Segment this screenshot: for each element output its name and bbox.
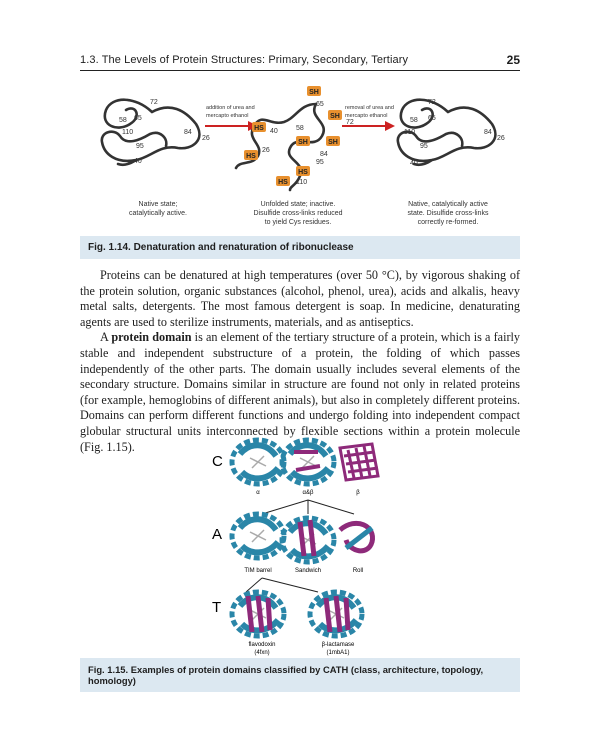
figure-1-15-caption: Fig. 1.15. Examples of protein domains classified by CATH (class, architecture, topology, homology)	[80, 658, 520, 692]
native-left-desc: catalytically active.	[129, 210, 187, 217]
running-title: 1.3. The Levels of Protein Structures: Primary, Secondary, Tertiary	[80, 54, 409, 66]
topo-label: (4fxn)	[254, 650, 270, 656]
left-num: 84	[184, 129, 192, 136]
mid-num: 95	[316, 159, 324, 166]
class-label: α	[256, 490, 260, 496]
left-num: 40	[134, 158, 142, 165]
right-num: 84	[484, 129, 492, 136]
hierarchy-arrows	[246, 500, 354, 592]
arch-label: Roll	[352, 568, 364, 574]
left-num: 72	[150, 99, 158, 106]
topo-label: β-lactamase	[321, 642, 355, 648]
row-label-a: A	[212, 526, 223, 543]
right-num: 40	[410, 160, 418, 167]
left-num: 58	[119, 117, 127, 124]
arch-label: Sandwich	[294, 568, 322, 574]
arch-label: TIM barrel	[244, 568, 272, 574]
paragraph-denaturation: Proteins can be denatured at high temperatures (over 50 °C), by vigorous shaking of the protein solution, organic substances (alcohol, phenol, urea), acids and alkalis, heavy metal salts, detergents. The most famous detergent is soap. In medicine, denaturating agents are used to sterilize instruments, materials, and as antiseptics.	[80, 268, 520, 329]
right-num: 95	[420, 143, 428, 150]
mid-num: 58	[296, 125, 304, 132]
class-label: α&β	[302, 490, 314, 496]
arrow-left-label: addition of urea and	[206, 105, 255, 111]
unfolded-desc: to yield Cys residues.	[264, 219, 332, 226]
state-descriptions	[129, 201, 489, 226]
native-left-desc: Native state;	[138, 201, 178, 208]
arrow-labels	[206, 105, 394, 119]
svg-text:SH: SH	[309, 89, 319, 96]
arch-sandwich-structure	[282, 518, 334, 562]
right-num: 65	[428, 115, 436, 122]
native-right-desc: Native, catalytically active	[408, 201, 488, 208]
body-text	[80, 268, 520, 455]
arrow-right-label: removal of urea and	[345, 105, 394, 111]
mid-num: 65	[316, 101, 324, 108]
left-num: 65	[134, 115, 142, 122]
mid-num: 26	[262, 147, 270, 154]
svg-text:HS: HS	[298, 169, 308, 176]
unfolded-desc: Unfolded state; inactive.	[260, 201, 336, 208]
arch-tim-barrel-structure	[232, 514, 284, 558]
mid-num: 40	[270, 128, 278, 135]
class-label: β	[356, 490, 360, 496]
right-num: 72	[428, 99, 436, 106]
page-number: 25	[506, 53, 520, 67]
row-label-c: C	[212, 453, 223, 470]
svg-text:SH: SH	[330, 113, 340, 120]
mid-num: 84	[320, 151, 328, 158]
native-right-desc: correctly re-formed.	[417, 219, 479, 226]
svg-text:HS: HS	[254, 125, 264, 132]
arrow-left-label: mercapto ethanol	[206, 113, 249, 119]
svg-text:HS: HS	[246, 153, 256, 160]
svg-text:SH: SH	[328, 139, 338, 146]
topology-beta-lactamase-structure	[310, 592, 362, 636]
native-right-desc: state. Disulfide cross-links	[407, 210, 489, 217]
unfolded-desc: Disulfide cross-links reduced	[253, 210, 343, 217]
row-label-t: T	[212, 599, 222, 616]
right-num: 58	[410, 117, 418, 124]
mid-num: 110	[296, 179, 308, 186]
topology-flavodoxin-structure	[232, 592, 284, 636]
term-protein-domain: protein domain	[111, 330, 192, 345]
left-num: 95	[136, 143, 144, 150]
paragraph-protein-domain: A protein domain is an element of the tertiary structure of a protein, which is a fairly stable and independent substructure of a protein, the folding of which passes independently of the other parts. The domain usually includes several elements of the secondary structure. Domains similar in structure are found not only in related proteins (for example, hemoglobins of different animals), but also in completely different proteins. Domains can perform different functions and undergo folding into independent compact globular structural units interconnected by flexible sections within a protein molecule (Fig. 1.15).	[80, 330, 521, 454]
sh-tags	[244, 86, 342, 186]
svg-text:SH: SH	[298, 139, 308, 146]
mid-num: 72	[346, 119, 354, 126]
figure-1-14	[0, 0, 600, 260]
arrow-right-label: mercapto ethanol	[345, 113, 388, 119]
right-num: 110	[404, 129, 416, 136]
topo-label: flavodoxin	[248, 642, 276, 648]
arch-roll-structure	[340, 523, 373, 551]
svg-text:HS: HS	[278, 179, 288, 186]
left-num: 110	[122, 129, 134, 136]
right-num: 26	[497, 135, 505, 142]
topo-label: (1mbA1)	[326, 650, 350, 656]
figure-1-14-caption: Fig. 1.14. Denaturation and renaturation of ribonuclease	[80, 236, 520, 259]
left-num: 26	[202, 135, 210, 142]
denaturation-arrow	[205, 121, 258, 131]
